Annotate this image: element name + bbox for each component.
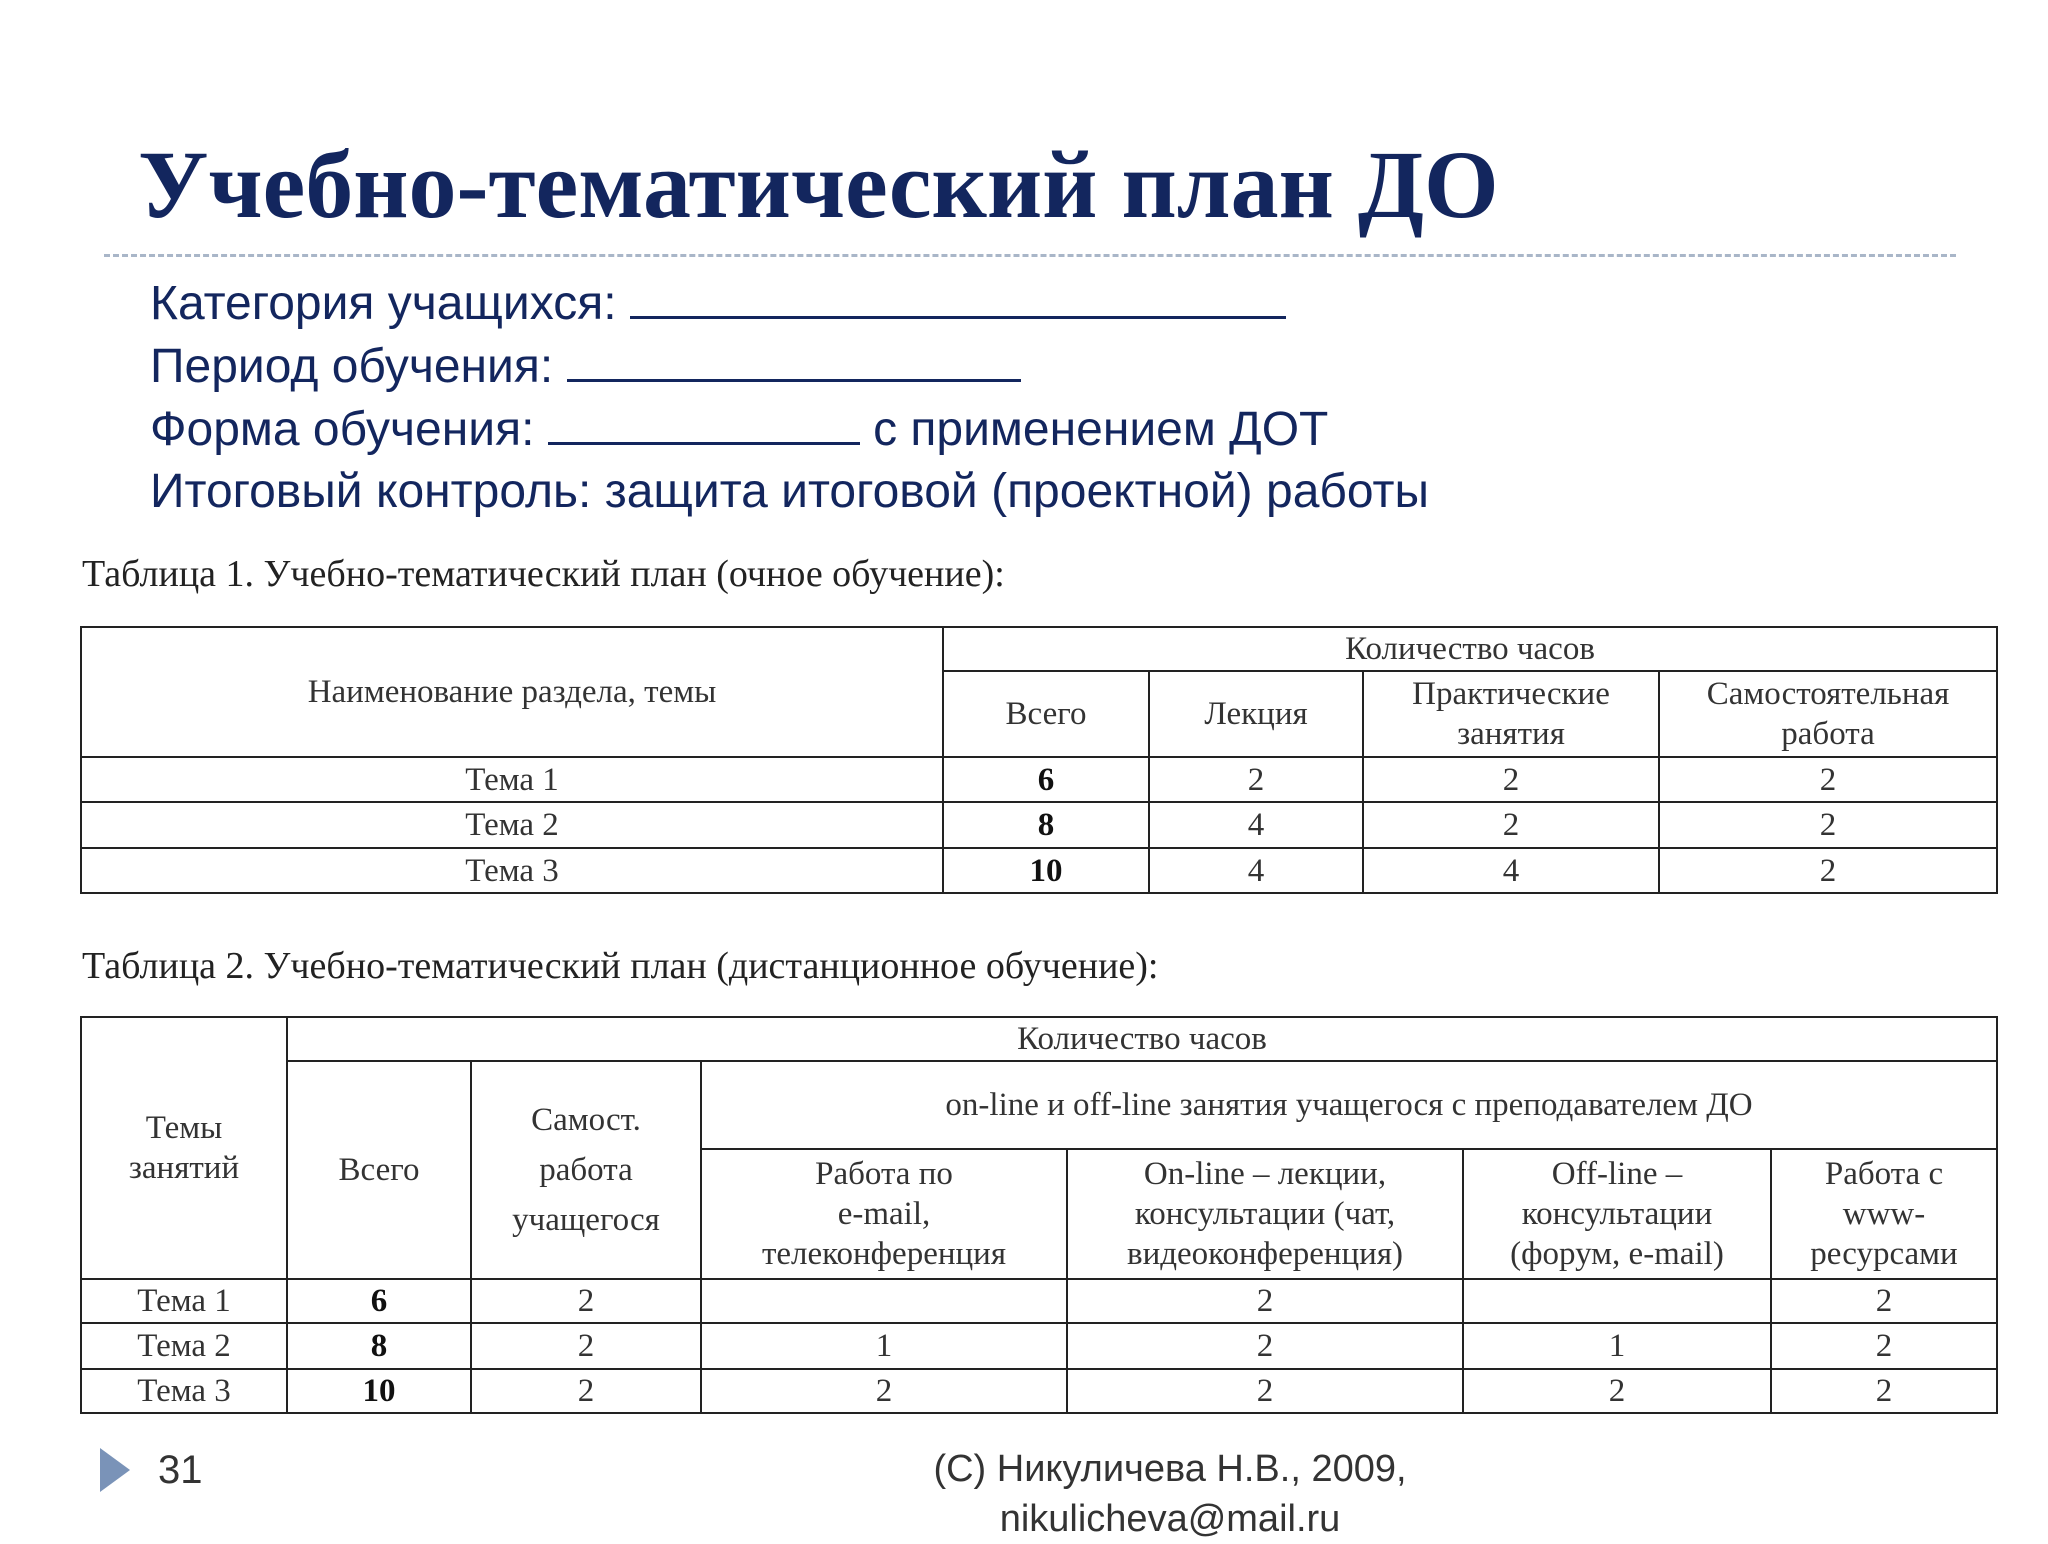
- table2-header-www-line2: www-: [1842, 1196, 1926, 1232]
- table-row: [81, 1279, 1997, 1323]
- table2-header-online-line1: On-line – лекции,: [1143, 1156, 1387, 1192]
- table2-header-www-line3: ресурсами: [1810, 1236, 1958, 1272]
- table2-header-hours: Количество часов: [287, 1017, 1997, 1061]
- table2-cell-online: 2: [1067, 1323, 1463, 1369]
- table2-header-email-line3: телеконференция: [761, 1236, 1007, 1272]
- table2-header-topics: [81, 1017, 287, 1279]
- table2-header-row: [81, 1017, 1997, 1061]
- table2-cell-offline: 1: [1463, 1323, 1771, 1369]
- table1-cell-name: Тема 3: [81, 848, 943, 893]
- table1-header-total: Всего: [943, 671, 1149, 757]
- category-blank: [630, 272, 1286, 319]
- period-label: Период обучения:: [150, 340, 554, 393]
- table1-cell-lecture: 2: [1149, 757, 1363, 802]
- table2-header-email-line1: Работа по: [815, 1156, 953, 1192]
- table2-header-self-line1: Самост.: [531, 1102, 641, 1138]
- table2-cell-self: 2: [471, 1279, 701, 1323]
- table2-cell-www: 2: [1771, 1279, 1997, 1323]
- table2-cell-self: 2: [471, 1369, 701, 1413]
- table1-cell-self: 2: [1659, 848, 1997, 893]
- table2-header-online-group: on-line и off-line занятия учащегося с преподавателем ДО: [701, 1061, 1997, 1149]
- table1-header-practice-line1: Практические: [1412, 676, 1610, 712]
- table2-header-self-line2: работа: [539, 1152, 633, 1188]
- table1: [80, 626, 1998, 894]
- table1-header-self: [1659, 671, 1997, 757]
- table2-cell-name: Тема 1: [81, 1279, 287, 1323]
- copyright-line1: (C) Никуличева Н.В., 2009,: [933, 1448, 1407, 1490]
- table2-header-www-line1: Работа с: [1824, 1156, 1944, 1192]
- table2-cell-total: 6: [287, 1279, 471, 1323]
- period-blank: [567, 335, 1021, 382]
- table2-header-offline: [1463, 1149, 1771, 1279]
- course-info: [150, 272, 1429, 523]
- table-row: [81, 1369, 1997, 1413]
- table1-cell-lecture: 4: [1149, 848, 1363, 893]
- table2-header-topics-line1: Темы: [145, 1110, 223, 1146]
- table2-subheader-row: [81, 1061, 1997, 1149]
- table2-cell-email: 2: [701, 1369, 1067, 1413]
- table1-cell-self: 2: [1659, 802, 1997, 848]
- period-line: [150, 335, 1429, 398]
- slide-bullet-icon: [100, 1448, 130, 1492]
- table2-header-online-line3: видеоконференция): [1126, 1236, 1404, 1272]
- table2: [80, 1016, 1998, 1414]
- table1-header-hours: Количество часов: [943, 627, 1997, 671]
- page-number: 31: [158, 1448, 203, 1492]
- table2-cell-email: 1: [701, 1323, 1067, 1369]
- table2-header-total: Всего: [287, 1061, 471, 1279]
- copyright-line2: nikulicheva@mail.ru: [999, 1498, 1341, 1540]
- form-suffix: с применением ДОТ: [873, 403, 1329, 456]
- table-row: [81, 757, 1997, 802]
- table1-cell-practice: 2: [1363, 757, 1659, 802]
- table2-cell-name: Тема 3: [81, 1369, 287, 1413]
- table1-header-name: Наименование раздела, темы: [81, 627, 943, 757]
- table2-header-offline-line3: (форум, e-mail): [1510, 1236, 1724, 1272]
- table1-cell-practice: 4: [1363, 848, 1659, 893]
- table1-header-lecture: Лекция: [1149, 671, 1363, 757]
- slide-title: Учебно-тематический план ДО: [138, 131, 1499, 238]
- table1-cell-total: 8: [943, 802, 1149, 848]
- table2-cell-online: 2: [1067, 1279, 1463, 1323]
- table2-header-offline-line2: консультации: [1521, 1196, 1713, 1232]
- table-row: [81, 802, 1997, 848]
- title-divider: [104, 254, 1956, 257]
- table2-cell-name: Тема 2: [81, 1323, 287, 1369]
- table2-cell-total: 8: [287, 1323, 471, 1369]
- table1-header-self-line1: Самостоятельная: [1706, 676, 1950, 712]
- table1-header-practice: [1363, 671, 1659, 757]
- category-line: [150, 272, 1429, 335]
- table2-header-email: [701, 1149, 1067, 1279]
- table1-header-practice-line2: занятия: [1457, 716, 1565, 752]
- table1-cell-lecture: 4: [1149, 802, 1363, 848]
- table-row: [81, 848, 1997, 893]
- table2-header-self-line3: учащегося: [512, 1202, 660, 1238]
- table2-cell-email: [701, 1279, 1067, 1323]
- form-line: [150, 398, 1429, 461]
- table2-header-online: [1067, 1149, 1463, 1279]
- table1-cell-practice: 2: [1363, 802, 1659, 848]
- table2-cell-total: 10: [287, 1369, 471, 1413]
- table1-header-self-line2: работа: [1781, 716, 1875, 752]
- table1-cell-self: 2: [1659, 757, 1997, 802]
- table2-cell-offline: 2: [1463, 1369, 1771, 1413]
- table1-caption: Таблица 1. Учебно-тематический план (очное обучение):: [82, 553, 1005, 595]
- table2-cell-offline: [1463, 1279, 1771, 1323]
- table1-cell-total: 6: [943, 757, 1149, 802]
- table-row: [81, 1323, 1997, 1369]
- category-label: Категория учащихся:: [150, 277, 617, 330]
- table1-header-row: [81, 627, 1997, 671]
- form-label: Форма обучения:: [150, 403, 535, 456]
- control-line: Итоговый контроль: защита итоговой (проектной) работы: [150, 465, 1430, 518]
- table2-caption: Таблица 2. Учебно-тематический план (дистанционное обучение):: [82, 945, 1159, 987]
- table2-cell-self: 2: [471, 1323, 701, 1369]
- table2-header-www: [1771, 1149, 1997, 1279]
- table2-header-online-line2: консультации (чат,: [1134, 1196, 1396, 1232]
- table2-header-self: [471, 1061, 701, 1279]
- table2-cell-www: 2: [1771, 1369, 1997, 1413]
- table2-header-offline-line1: Off-line –: [1551, 1156, 1683, 1192]
- table1-cell-total: 10: [943, 848, 1149, 893]
- table1-cell-name: Тема 1: [81, 757, 943, 802]
- table1-cell-name: Тема 2: [81, 802, 943, 848]
- table2-cell-www: 2: [1771, 1323, 1997, 1369]
- table2-header-email-line2: e-mail,: [837, 1196, 931, 1232]
- copyright: [920, 1444, 1420, 1544]
- table2-header-topics-line2: занятий: [128, 1150, 240, 1186]
- form-blank: [548, 398, 860, 445]
- table2-cell-online: 2: [1067, 1369, 1463, 1413]
